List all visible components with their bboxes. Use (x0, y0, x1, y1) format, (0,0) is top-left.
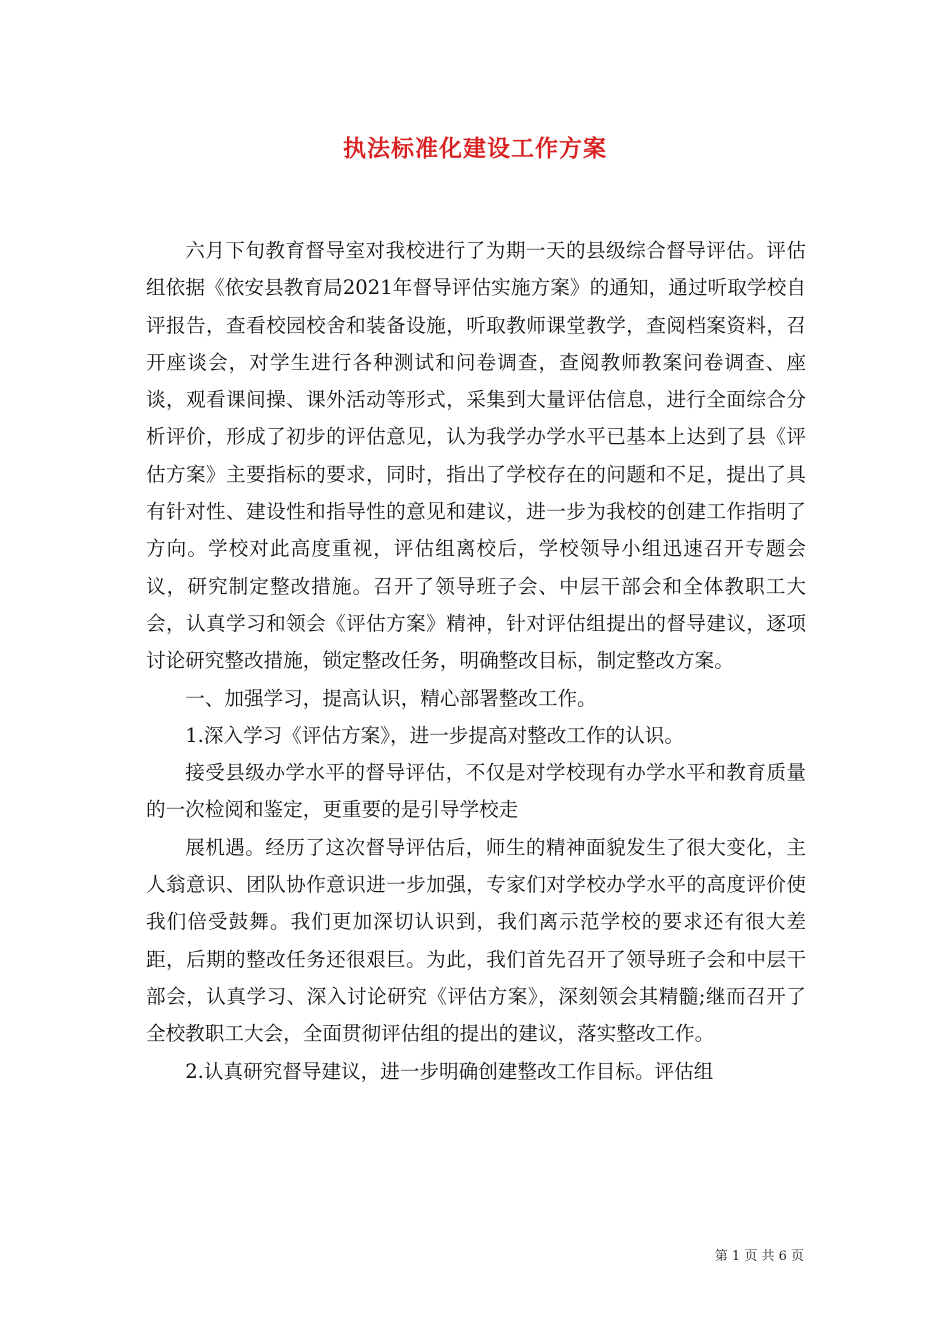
document-title: 执法标准化建设工作方案 (343, 135, 607, 162)
page-number: 第 1 页 共 6 页 (714, 1249, 804, 1264)
document-body (146, 232, 806, 1090)
paragraph-subheading-1: 1.深入学习《评估方案》，进一步提高对整改工作的认识。 (185, 723, 684, 747)
paragraph-body-2: 展机遇。经历了这次督导评估后，师生的精神面貌发生了很大变化，主人翁意识、团队协作意识进一步加强，专家们对学校办学水平的高度评价使我们倍受鼓舞。我们更加深切认识到，我们离示范学校的要求还有很大差距，后期的整改任务还很艰巨。为此，我们首先召开了领导班子会和中层干部会，认真学习、深入讨论研究《评估方案》，深刻领会其精髓;继而召开了全校教职工大会，全面贯彻评估组的提出的建议，落实整改工作。 (146, 835, 806, 1046)
paragraph-subheading-2: 2.认真研究督导建议，进一步明确创建整改工作目标。评估组 (185, 1059, 714, 1083)
paragraph-intro: 六月下旬教育督导室对我校进行了为期一天的县级综合督导评估。评估组依据《依安县教育局2021年督导评估实施方案》的通知，通过听取学校自评报告，查看校园校舍和装备设施，听取教师课堂教学，查阅档案资料，召开座谈会，对学生进行各种测试和问卷调查，查阅教师教案问卷调查、座谈，观看课间操、课外活动等形式，采集到大量评估信息，进行全面综合分析评价，形成了初步的评估意见，认为我学办学水平已基本上达到了县《评估方案》主要指标的要求，同时，指出了学校存在的问题和不足，提出了具有针对性、建设性和指导性的意见和建议，进一步为我校的创建工作指明了方向。学校对此高度重视，评估组离校后，学校领导小组迅速召开专题会议，研究制定整改措施。召开了领导班子会、中层干部会和全体教职工大会，认真学习和领会《评估方案》精神，针对评估组提出的督导建议，逐项讨论研究整改措施，锁定整改任务，明确整改目标，制定整改方案。 (146, 239, 806, 673)
paragraph-section-heading: 一、加强学习，提高认识，精心部署整改工作。 (185, 686, 597, 710)
paragraph-body-1: 接受县级办学水平的督导评估，不仅是对学校现有办学水平和教育质量的一次检阅和鉴定，更重要的是引导学校走 (146, 761, 806, 822)
